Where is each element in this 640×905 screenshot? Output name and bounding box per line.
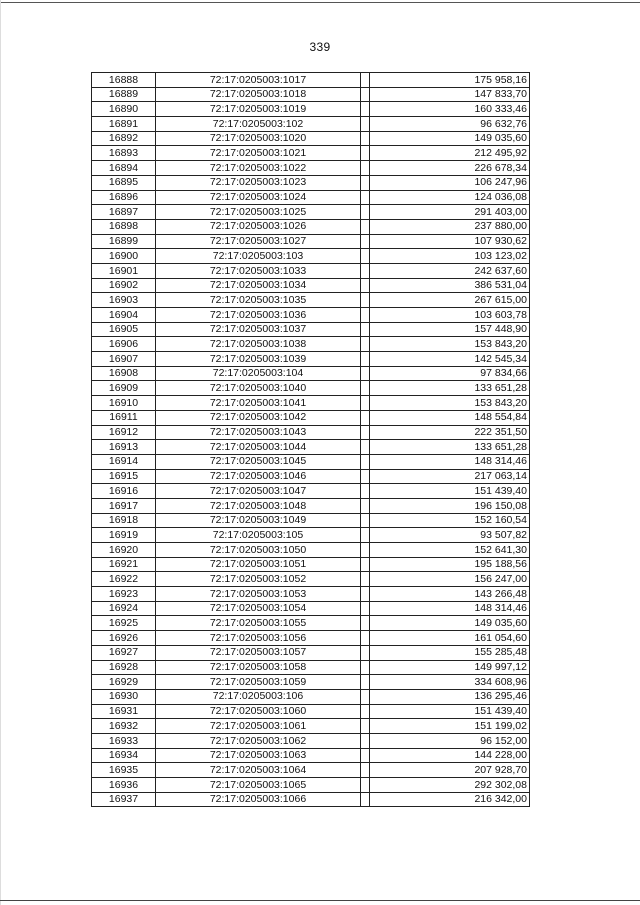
- row-number-cell: 16892: [92, 131, 156, 146]
- column-gap: [361, 102, 370, 117]
- row-number-cell: 16921: [92, 557, 156, 572]
- column-gap: [361, 293, 370, 308]
- table-row: [92, 631, 530, 646]
- table-row: [92, 513, 530, 528]
- row-number-cell: 16914: [92, 454, 156, 469]
- row-number-cell: 16901: [92, 263, 156, 278]
- table-row: [92, 322, 530, 337]
- cadastral-value-cell: 149 997,12: [370, 660, 530, 675]
- cadastral-number-cell: 72:17:0205003:1045: [156, 454, 361, 469]
- cadastral-value-cell: 207 928,70: [370, 763, 530, 778]
- cadastral-number-cell: 72:17:0205003:1042: [156, 410, 361, 425]
- row-number-cell: 16934: [92, 748, 156, 763]
- cadastral-number-cell: 72:17:0205003:105: [156, 528, 361, 543]
- cadastral-value-cell: 226 678,34: [370, 161, 530, 176]
- row-number-cell: 16906: [92, 337, 156, 352]
- table-row: [92, 146, 530, 161]
- row-number-cell: 16891: [92, 117, 156, 132]
- table-row: [92, 557, 530, 572]
- table-row: [92, 117, 530, 132]
- cadastral-number-cell: 72:17:0205003:1035: [156, 293, 361, 308]
- bottom-scan-rule: [0, 900, 640, 901]
- cadastral-number-cell: 72:17:0205003:1038: [156, 337, 361, 352]
- cadastral-number-cell: 72:17:0205003:1058: [156, 660, 361, 675]
- table-row: [92, 161, 530, 176]
- column-gap: [361, 396, 370, 411]
- cadastral-number-cell: 72:17:0205003:1039: [156, 352, 361, 367]
- row-number-cell: 16902: [92, 278, 156, 293]
- column-gap: [361, 645, 370, 660]
- cadastral-number-cell: 72:17:0205003:1051: [156, 557, 361, 572]
- cadastral-number-cell: 72:17:0205003:104: [156, 366, 361, 381]
- cadastral-value-cell: 151 439,40: [370, 704, 530, 719]
- cadastral-number-cell: 72:17:0205003:1027: [156, 234, 361, 249]
- row-number-cell: 16933: [92, 733, 156, 748]
- cadastral-value-cell: 153 843,20: [370, 396, 530, 411]
- row-number-cell: 16909: [92, 381, 156, 396]
- column-gap: [361, 263, 370, 278]
- column-gap: [361, 484, 370, 499]
- cadastral-number-cell: 72:17:0205003:1049: [156, 513, 361, 528]
- cadastral-value-cell: 96 152,00: [370, 733, 530, 748]
- cadastral-value-cell: 156 247,00: [370, 572, 530, 587]
- cadastral-value-cell: 93 507,82: [370, 528, 530, 543]
- column-gap: [361, 572, 370, 587]
- column-gap: [361, 234, 370, 249]
- cadastral-value-cell: 195 188,56: [370, 557, 530, 572]
- cadastral-number-cell: 72:17:0205003:1056: [156, 631, 361, 646]
- column-gap: [361, 792, 370, 807]
- column-gap: [361, 675, 370, 690]
- column-gap: [361, 322, 370, 337]
- column-gap: [361, 117, 370, 132]
- cadastral-value-cell: 136 295,46: [370, 689, 530, 704]
- row-number-cell: 16917: [92, 498, 156, 513]
- cadastral-value-cell: 216 342,00: [370, 792, 530, 807]
- cadastral-number-cell: 72:17:0205003:1047: [156, 484, 361, 499]
- cadastral-number-cell: 72:17:0205003:1024: [156, 190, 361, 205]
- page-number: 339: [309, 40, 331, 54]
- row-number-cell: 16900: [92, 249, 156, 264]
- cadastral-number-cell: 72:17:0205003:1046: [156, 469, 361, 484]
- cadastral-number-cell: 72:17:0205003:1055: [156, 616, 361, 631]
- column-gap: [361, 689, 370, 704]
- row-number-cell: 16907: [92, 352, 156, 367]
- column-gap: [361, 557, 370, 572]
- row-number-cell: 16896: [92, 190, 156, 205]
- cadastral-number-cell: 72:17:0205003:1048: [156, 498, 361, 513]
- cadastral-value-cell: 103 123,02: [370, 249, 530, 264]
- cadastral-value-cell: 107 930,62: [370, 234, 530, 249]
- row-number-cell: 16932: [92, 719, 156, 734]
- column-gap: [361, 616, 370, 631]
- cadastral-number-cell: 72:17:0205003:1025: [156, 205, 361, 220]
- cadastral-value-cell: 237 880,00: [370, 219, 530, 234]
- cadastral-value-cell: 97 834,66: [370, 366, 530, 381]
- column-gap: [361, 543, 370, 558]
- cadastral-number-cell: 72:17:0205003:103: [156, 249, 361, 264]
- row-number-cell: 16929: [92, 675, 156, 690]
- left-scan-edge: [0, 0, 1, 905]
- table-row: [92, 278, 530, 293]
- column-gap: [361, 249, 370, 264]
- column-gap: [361, 161, 370, 176]
- cadastral-value-cell: 157 448,90: [370, 322, 530, 337]
- cadastral-number-cell: 72:17:0205003:1066: [156, 792, 361, 807]
- cadastral-value-cell: 152 641,30: [370, 543, 530, 558]
- column-gap: [361, 660, 370, 675]
- cadastral-value-cell: 151 439,40: [370, 484, 530, 499]
- cadastral-value-cell: 133 651,28: [370, 381, 530, 396]
- column-gap: [361, 763, 370, 778]
- table-row: [92, 616, 530, 631]
- cadastral-number-cell: 72:17:0205003:1034: [156, 278, 361, 293]
- cadastral-value-table: [91, 72, 530, 807]
- table-row: [92, 175, 530, 190]
- column-gap: [361, 278, 370, 293]
- table-row: [92, 601, 530, 616]
- cadastral-value-cell: 291 403,00: [370, 205, 530, 220]
- column-gap: [361, 704, 370, 719]
- cadastral-number-cell: 72:17:0205003:1040: [156, 381, 361, 396]
- column-gap: [361, 528, 370, 543]
- column-gap: [361, 337, 370, 352]
- row-number-cell: 16920: [92, 543, 156, 558]
- table-row: [92, 219, 530, 234]
- cadastral-value-cell: 144 228,00: [370, 748, 530, 763]
- table-row: [92, 263, 530, 278]
- cadastral-number-cell: 72:17:0205003:1021: [156, 146, 361, 161]
- cadastral-value-cell: 153 843,20: [370, 337, 530, 352]
- row-number-cell: 16911: [92, 410, 156, 425]
- top-scan-rule: [0, 2, 640, 3]
- table-row: [92, 293, 530, 308]
- table-row: [92, 131, 530, 146]
- cadastral-value-cell: 212 495,92: [370, 146, 530, 161]
- column-gap: [361, 73, 370, 88]
- row-number-cell: 16918: [92, 513, 156, 528]
- column-gap: [361, 469, 370, 484]
- table-row: [92, 440, 530, 455]
- column-gap: [361, 190, 370, 205]
- column-gap: [361, 87, 370, 102]
- table-row: [92, 190, 530, 205]
- row-number-cell: 16910: [92, 396, 156, 411]
- column-gap: [361, 146, 370, 161]
- column-gap: [361, 425, 370, 440]
- row-number-cell: 16923: [92, 587, 156, 602]
- table-row: [92, 689, 530, 704]
- column-gap: [361, 587, 370, 602]
- column-gap: [361, 381, 370, 396]
- table-row: [92, 381, 530, 396]
- row-number-cell: 16916: [92, 484, 156, 499]
- row-number-cell: 16897: [92, 205, 156, 220]
- column-gap: [361, 601, 370, 616]
- table-row: [92, 778, 530, 793]
- cadastral-number-cell: 72:17:0205003:106: [156, 689, 361, 704]
- cadastral-number-cell: 72:17:0205003:1064: [156, 763, 361, 778]
- table-row: [92, 587, 530, 602]
- cadastral-number-cell: 72:17:0205003:1052: [156, 572, 361, 587]
- table-row: [92, 249, 530, 264]
- row-number-cell: 16927: [92, 645, 156, 660]
- column-gap: [361, 631, 370, 646]
- row-number-cell: 16903: [92, 293, 156, 308]
- cadastral-value-cell: 152 160,54: [370, 513, 530, 528]
- cadastral-number-cell: 72:17:0205003:1033: [156, 263, 361, 278]
- table-row: [92, 469, 530, 484]
- cadastral-value-cell: 149 035,60: [370, 131, 530, 146]
- table-row: [92, 748, 530, 763]
- table-row: [92, 352, 530, 367]
- table-row: [92, 498, 530, 513]
- cadastral-value-cell: 242 637,60: [370, 263, 530, 278]
- column-gap: [361, 719, 370, 734]
- cadastral-value-cell: 133 651,28: [370, 440, 530, 455]
- column-gap: [361, 308, 370, 323]
- cadastral-value-cell: 161 054,60: [370, 631, 530, 646]
- table-row: [92, 337, 530, 352]
- column-gap: [361, 733, 370, 748]
- table-row: [92, 205, 530, 220]
- row-number-cell: 16936: [92, 778, 156, 793]
- cadastral-value-cell: 334 608,96: [370, 675, 530, 690]
- cadastral-value-cell: 106 247,96: [370, 175, 530, 190]
- cadastral-number-cell: 72:17:0205003:1063: [156, 748, 361, 763]
- cadastral-number-cell: 72:17:0205003:1018: [156, 87, 361, 102]
- cadastral-number-cell: 72:17:0205003:1065: [156, 778, 361, 793]
- row-number-cell: 16889: [92, 87, 156, 102]
- row-number-cell: 16893: [92, 146, 156, 161]
- column-gap: [361, 454, 370, 469]
- table-row: [92, 704, 530, 719]
- table-row: [92, 425, 530, 440]
- cadastral-value-cell: 155 285,48: [370, 645, 530, 660]
- cadastral-value-cell: 151 199,02: [370, 719, 530, 734]
- column-gap: [361, 352, 370, 367]
- cadastral-value-cell: 148 314,46: [370, 601, 530, 616]
- cadastral-value-cell: 175 958,16: [370, 73, 530, 88]
- table-row: [92, 73, 530, 88]
- row-number-cell: 16925: [92, 616, 156, 631]
- table-row: [92, 366, 530, 381]
- column-gap: [361, 498, 370, 513]
- cadastral-value-cell: 148 554,84: [370, 410, 530, 425]
- cadastral-value-cell: 267 615,00: [370, 293, 530, 308]
- row-number-cell: 16905: [92, 322, 156, 337]
- table-row: [92, 572, 530, 587]
- column-gap: [361, 219, 370, 234]
- cadastral-value-cell: 103 603,78: [370, 308, 530, 323]
- cadastral-value-cell: 142 545,34: [370, 352, 530, 367]
- cadastral-number-cell: 72:17:0205003:1019: [156, 102, 361, 117]
- row-number-cell: 16898: [92, 219, 156, 234]
- table-row: [92, 719, 530, 734]
- cadastral-number-cell: 72:17:0205003:1037: [156, 322, 361, 337]
- cadastral-number-cell: 72:17:0205003:1060: [156, 704, 361, 719]
- column-gap: [361, 131, 370, 146]
- column-gap: [361, 366, 370, 381]
- cadastral-number-cell: 72:17:0205003:1017: [156, 73, 361, 88]
- cadastral-number-cell: 72:17:0205003:1062: [156, 733, 361, 748]
- column-gap: [361, 778, 370, 793]
- column-gap: [361, 410, 370, 425]
- cadastral-number-cell: 72:17:0205003:1023: [156, 175, 361, 190]
- row-number-cell: 16919: [92, 528, 156, 543]
- row-number-cell: 16899: [92, 234, 156, 249]
- cadastral-value-cell: 222 351,50: [370, 425, 530, 440]
- cadastral-value-cell: 160 333,46: [370, 102, 530, 117]
- table-row: [92, 763, 530, 778]
- table-row: [92, 454, 530, 469]
- table-body: [92, 73, 530, 807]
- table-row: [92, 396, 530, 411]
- cadastral-value-cell: 124 036,08: [370, 190, 530, 205]
- cadastral-number-cell: 72:17:0205003:102: [156, 117, 361, 132]
- table-row: [92, 410, 530, 425]
- cadastral-value-cell: 196 150,08: [370, 498, 530, 513]
- row-number-cell: 16915: [92, 469, 156, 484]
- table-row: [92, 645, 530, 660]
- column-gap: [361, 513, 370, 528]
- row-number-cell: 16937: [92, 792, 156, 807]
- cadastral-value-cell: 386 531,04: [370, 278, 530, 293]
- table-row: [92, 484, 530, 499]
- cadastral-number-cell: 72:17:0205003:1044: [156, 440, 361, 455]
- row-number-cell: 16894: [92, 161, 156, 176]
- cadastral-value-cell: 149 035,60: [370, 616, 530, 631]
- table-row: [92, 792, 530, 807]
- cadastral-number-cell: 72:17:0205003:1022: [156, 161, 361, 176]
- column-gap: [361, 748, 370, 763]
- table-row: [92, 102, 530, 117]
- row-number-cell: 16908: [92, 366, 156, 381]
- column-gap: [361, 175, 370, 190]
- cadastral-number-cell: 72:17:0205003:1053: [156, 587, 361, 602]
- table-row: [92, 675, 530, 690]
- row-number-cell: 16888: [92, 73, 156, 88]
- table-row: [92, 543, 530, 558]
- row-number-cell: 16890: [92, 102, 156, 117]
- row-number-cell: 16928: [92, 660, 156, 675]
- cadastral-number-cell: 72:17:0205003:1043: [156, 425, 361, 440]
- cadastral-value-cell: 143 266,48: [370, 587, 530, 602]
- cadastral-number-cell: 72:17:0205003:1020: [156, 131, 361, 146]
- row-number-cell: 16922: [92, 572, 156, 587]
- table-row: [92, 528, 530, 543]
- row-number-cell: 16926: [92, 631, 156, 646]
- row-number-cell: 16895: [92, 175, 156, 190]
- table-row: [92, 660, 530, 675]
- row-number-cell: 16930: [92, 689, 156, 704]
- column-gap: [361, 205, 370, 220]
- row-number-cell: 16935: [92, 763, 156, 778]
- cadastral-value-cell: 147 833,70: [370, 87, 530, 102]
- cadastral-value-cell: 217 063,14: [370, 469, 530, 484]
- cadastral-number-cell: 72:17:0205003:1059: [156, 675, 361, 690]
- row-number-cell: 16931: [92, 704, 156, 719]
- table-row: [92, 87, 530, 102]
- table-row: [92, 308, 530, 323]
- row-number-cell: 16913: [92, 440, 156, 455]
- table-row: [92, 234, 530, 249]
- row-number-cell: 16904: [92, 308, 156, 323]
- cadastral-value-cell: 292 302,08: [370, 778, 530, 793]
- cadastral-number-cell: 72:17:0205003:1041: [156, 396, 361, 411]
- cadastral-number-cell: 72:17:0205003:1026: [156, 219, 361, 234]
- cadastral-number-cell: 72:17:0205003:1036: [156, 308, 361, 323]
- cadastral-number-cell: 72:17:0205003:1054: [156, 601, 361, 616]
- cadastral-value-cell: 96 632,76: [370, 117, 530, 132]
- table-row: [92, 733, 530, 748]
- cadastral-value-cell: 148 314,46: [370, 454, 530, 469]
- cadastral-number-cell: 72:17:0205003:1050: [156, 543, 361, 558]
- row-number-cell: 16924: [92, 601, 156, 616]
- cadastral-number-cell: 72:17:0205003:1061: [156, 719, 361, 734]
- row-number-cell: 16912: [92, 425, 156, 440]
- column-gap: [361, 440, 370, 455]
- cadastral-number-cell: 72:17:0205003:1057: [156, 645, 361, 660]
